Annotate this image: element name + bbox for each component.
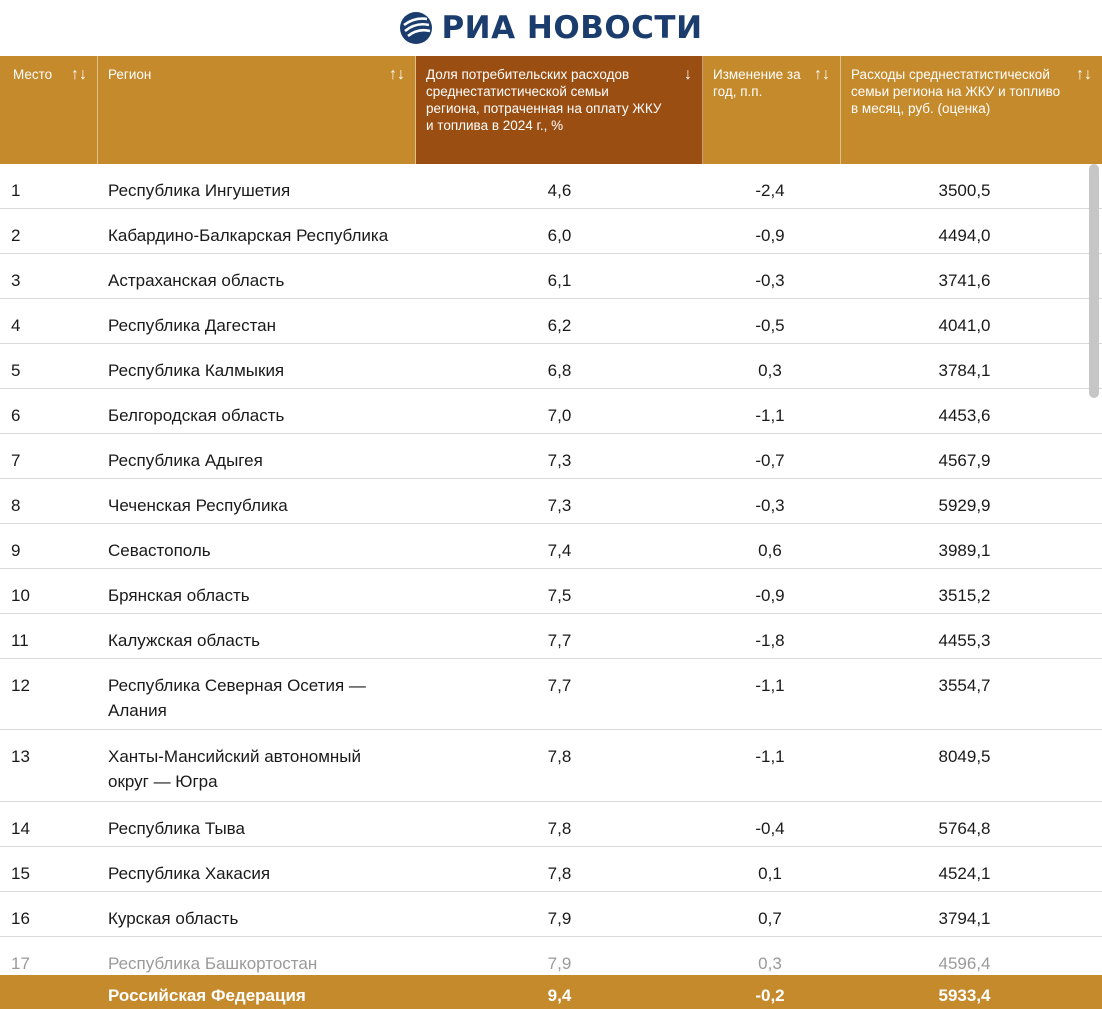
expense-value: 4494,0 [938,226,991,245]
expense-value: 4524,1 [938,864,991,883]
table-header [0,56,1102,164]
table-row [0,164,1102,209]
region-cell: Республика Тыва [108,819,245,838]
region-cell: Чеченская Республика [108,496,288,515]
region-cell: Республика Северная Осетия — Алания [108,676,366,720]
expense-cell [841,434,1102,478]
rank-cell: 15 [11,864,30,883]
change-cell: -0,5 [755,316,785,335]
column-header-label: Изменение за год, п.п. [713,67,801,99]
expense-value: 5929,9 [938,496,991,515]
share-cell: 6,0 [547,226,572,245]
change-cell: -0,3 [755,496,785,515]
share-cell: 7,0 [547,406,572,425]
expense-value: 3500,5 [938,181,991,200]
expense-value: 4596,4 [938,954,991,973]
table-row [0,569,1102,614]
expense-cell [841,164,1102,208]
share-cell: 7,8 [547,819,572,838]
change-cell: 0,3 [758,361,782,380]
total-region-cell: Российская Федерация [108,986,306,1005]
rank-cell: 7 [11,451,21,470]
total-row [0,975,1102,1009]
share-cell: 6,2 [547,316,572,335]
table-row [0,344,1102,389]
expense-value: 8049,5 [938,747,991,766]
expense-cell [841,614,1102,658]
change-cell: 0,6 [758,541,782,560]
column-header-label: Регион [108,67,152,82]
sort-icon[interactable]: ↑↓ [814,66,830,83]
rank-cell: 13 [11,747,30,766]
total-rank-cell [3,975,98,1009]
region-cell: Севастополь [108,541,211,560]
table-row [0,299,1102,344]
region-cell: Республика Адыгея [108,451,263,470]
share-cell: 7,8 [547,864,572,883]
expense-value: 3554,7 [938,676,991,695]
table-scrollbar[interactable] [1088,164,1100,1009]
change-cell: 0,1 [758,864,782,883]
region-cell: Курская область [108,909,239,928]
column-header-change[interactable] [703,56,841,164]
table-row [0,434,1102,479]
rank-cell: 17 [11,954,30,973]
expense-value: 4453,6 [938,406,991,425]
rank-cell: 3 [11,271,21,290]
region-cell: Белгородская область [108,406,285,425]
change-cell: -2,4 [755,181,785,200]
change-cell: -0,3 [755,271,785,290]
rank-cell: 5 [11,361,21,380]
expense-cell [841,569,1102,613]
region-cell: Республика Башкортостан [108,954,318,973]
column-header-label: Место [13,67,53,82]
change-cell: 0,3 [758,954,782,973]
table-row [0,802,1102,847]
table-row [0,209,1102,254]
share-cell: 6,8 [547,361,572,380]
expense-value: 4041,0 [938,316,991,335]
expense-cell [841,209,1102,253]
change-cell: 0,7 [758,909,782,928]
ria-logo[interactable] [399,10,702,46]
sort-icon[interactable]: ↑↓ [389,66,405,83]
region-cell: Брянская область [108,586,250,605]
expense-value: 3989,1 [938,541,991,560]
rank-cell: 6 [11,406,21,425]
sort-icon[interactable]: ↑↓ [1076,66,1092,83]
expense-cell [841,659,1102,729]
expense-cell [841,479,1102,523]
share-cell: 7,3 [547,451,572,470]
column-header-region[interactable] [98,56,416,164]
expense-value: 3741,6 [938,271,991,290]
logo-text: РИА НОВОСТИ [441,10,703,46]
expense-cell [841,344,1102,388]
share-cell: 7,7 [547,676,572,695]
change-cell: -0,9 [755,586,785,605]
expense-value: 3515,2 [938,586,991,605]
share-cell: 7,5 [547,586,572,605]
change-cell: -1,1 [755,747,785,766]
region-cell: Калужская область [108,631,260,650]
column-header-expense[interactable] [841,56,1102,164]
region-cell: Республика Ингушетия [108,181,291,200]
region-cell: Кабардино-Балкарская Республика [108,226,389,245]
share-cell: 7,3 [547,496,572,515]
table-row [0,524,1102,569]
table-row [0,730,1102,802]
expense-cell [841,524,1102,568]
share-cell: 4,6 [547,181,572,200]
table-row [0,892,1102,937]
column-header-share[interactable] [416,56,703,164]
change-cell: -1,1 [755,676,785,695]
expense-cell [841,892,1102,936]
sort-desc-icon[interactable]: ↓ [684,66,692,83]
change-cell: -0,7 [755,451,785,470]
share-cell: 6,1 [547,271,572,290]
column-header-rank[interactable] [3,56,98,164]
change-cell: -1,1 [755,406,785,425]
expense-cell [841,802,1102,846]
region-cell: Республика Хакасия [108,864,271,883]
share-cell: 7,7 [547,631,572,650]
column-header-label: Доля потребительских расходов среднестатистической семьи региона, потраченная на оплату ЖКУ и топлива в 2024 г., % [426,67,662,133]
rank-cell: 8 [11,496,21,515]
share-cell: 7,9 [547,954,572,973]
scrollbar-thumb[interactable] [1089,164,1099,398]
expense-cell [841,254,1102,298]
table-row [0,847,1102,892]
ria-globe-icon [399,11,433,45]
expense-value: 3794,1 [938,909,991,928]
change-cell: -0,4 [755,819,785,838]
rank-cell: 12 [11,676,30,695]
region-cell: Республика Дагестан [108,316,277,335]
region-cell: Республика Калмыкия [108,361,285,380]
change-cell: -0,9 [755,226,785,245]
expense-cell [841,299,1102,343]
expense-value: 4455,3 [938,631,991,650]
rank-cell: 9 [11,541,21,560]
table-row [0,479,1102,524]
table-row [0,659,1102,730]
site-header [0,0,1102,56]
region-cell: Ханты-Мансийский автономный округ — Югра [108,747,361,791]
expense-value: 3784,1 [938,361,991,380]
ranking-table [0,56,1102,1009]
total-share-cell: 9,4 [547,986,572,1005]
table-row [0,389,1102,434]
rank-cell: 4 [11,316,21,335]
share-cell: 7,9 [547,909,572,928]
region-cell: Астраханская область [108,271,285,290]
share-cell: 7,4 [547,541,572,560]
total-expense-cell [841,975,1102,1009]
change-cell: -1,8 [755,631,785,650]
expense-value: 4567,9 [938,451,991,470]
expense-cell [841,847,1102,891]
sort-icon[interactable]: ↑↓ [71,66,87,83]
table-row [0,614,1102,659]
expense-value: 5764,8 [938,819,991,838]
table-row [0,254,1102,299]
rank-cell: 11 [11,631,29,650]
rank-cell: 2 [11,226,21,245]
rank-cell: 14 [11,819,30,838]
rank-cell: 16 [11,909,30,928]
rank-cell: 1 [11,181,21,200]
rank-cell: 10 [11,586,30,605]
expense-cell [841,389,1102,433]
total-expense-value: 5933,4 [938,986,991,1005]
expense-cell [841,730,1102,801]
table-body [0,164,1102,982]
total-change-cell: -0,2 [755,986,785,1005]
share-cell: 7,8 [547,747,572,766]
column-header-label: Расходы среднестатистической семьи региона на ЖКУ и топливо в месяц, руб. (оценка) [851,67,1061,116]
